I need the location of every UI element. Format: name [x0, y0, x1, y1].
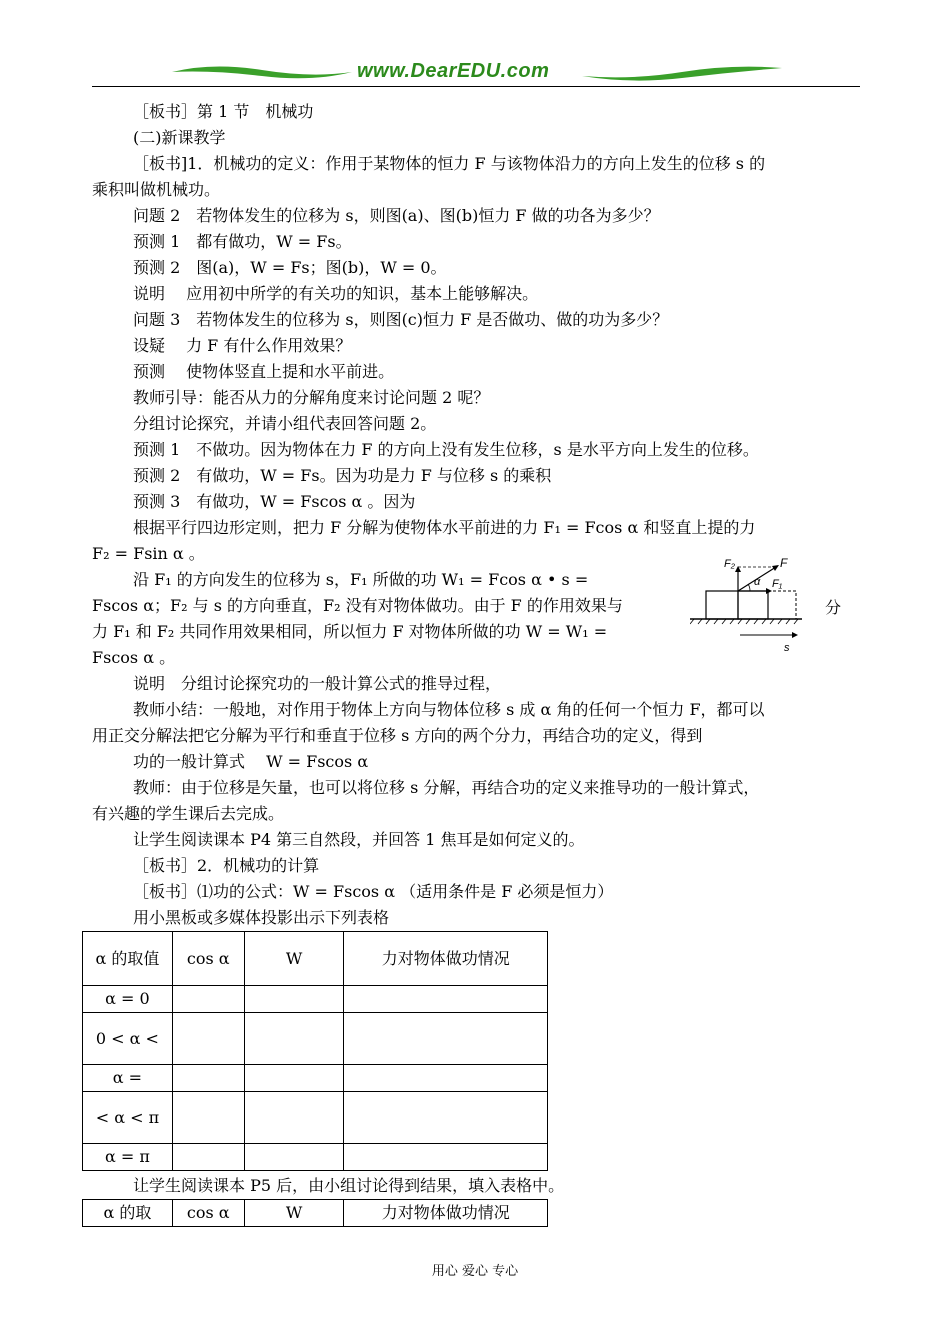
- header-cell-cos: cos α: [172, 1200, 244, 1227]
- header-cell-situation: 力对物体做功情况: [344, 1200, 548, 1227]
- site-logo: www.DearEDU.com: [357, 60, 550, 82]
- force-decomposition-diagram: [690, 555, 808, 655]
- teacher-vector-2: 有兴趣的学生课后去完成。: [92, 804, 285, 823]
- decomposition-line-1: 根据平行四边形定则，把力 F 分解为使物体水平前进的力 F₁ = Fcos α 和竖直上提的力: [133, 518, 756, 537]
- table-cell-angle: 0 < α <: [83, 1013, 173, 1065]
- teacher-summary-1: 教师小结：一般地，对作用于物体上方向与物体位移 s 成 α 角的任何一个恒力 F，都可以: [133, 700, 765, 719]
- table-header-row: [83, 1200, 548, 1227]
- table-cell-angle: α = π: [83, 1144, 173, 1171]
- question-3: 问题 3 若物体发生的位移为 s，则图(c)恒力 F 是否做功、做的功为多少？: [133, 310, 669, 329]
- work-f1-line-2-tail: 分: [825, 598, 842, 617]
- teacher-vector-1: 教师：由于位移是矢量，也可以将位移 s 分解，再结合功的定义来推导功的一般计算式，: [133, 778, 760, 797]
- page-footer: 用心 爱心 专心: [431, 1264, 519, 1279]
- table-cell: [244, 986, 344, 1013]
- table-row: [83, 1065, 548, 1092]
- prediction-effect: 预测 使物体竖直上提和水平前进。: [133, 362, 395, 381]
- table-cell: [344, 1092, 548, 1144]
- alpha-label: α: [754, 576, 761, 588]
- f-label: F: [780, 556, 788, 570]
- table-cell-angle: α = 0: [83, 986, 173, 1013]
- note-1: 说明 应用初中所学的有关功的知识，基本上能够解决。: [133, 284, 539, 303]
- page-header: [92, 58, 860, 90]
- table-cell: [244, 1092, 344, 1144]
- table-cell: [344, 986, 548, 1013]
- work-angle-table: [82, 931, 548, 1171]
- header-cell-situation: 力对物体做功情况: [344, 932, 548, 986]
- group-prediction-2: 预测 2 有做功，W = Fs。因为功是力 F 与位移 s 的乘积: [133, 466, 552, 485]
- table-cell: [244, 1065, 344, 1092]
- header-divider: [92, 86, 860, 87]
- table-row: [83, 1092, 548, 1144]
- prediction-1: 预测 1 都有做功，W = Fs。: [133, 232, 352, 251]
- table-cell: [344, 1144, 548, 1171]
- s-label: s: [784, 642, 790, 654]
- reading-task-p5: 让学生阅读课本 P5 后，由小组讨论得到结果，填入表格中。: [133, 1176, 565, 1195]
- header-cell-angle: α 的取: [83, 1200, 173, 1227]
- table-cell: [172, 1092, 244, 1144]
- group-discussion: 分组讨论探究，并请小组代表回答问题 2。: [133, 414, 437, 433]
- header-cell-work: W: [244, 1200, 344, 1227]
- table-row: [83, 1144, 548, 1171]
- table-row: [83, 1013, 548, 1065]
- work-f1-line-1: 沿 F₁ 的方向发生的位移为 s，F₁ 所做的功 W₁ = Fcos α • s =: [133, 570, 589, 589]
- group-prediction-3: 预测 3 有做功，W = Fscos α 。因为: [133, 492, 416, 511]
- group-prediction-1: 预测 1 不做功。因为物体在力 F 的方向上没有发生位移，s 是水平方向上发生的位移。: [133, 440, 759, 459]
- table-intro: 用小黑板或多媒体投影出示下列表格: [133, 908, 390, 927]
- header-cell-cos: cos α: [172, 932, 244, 986]
- table-cell: [172, 1065, 244, 1092]
- work-angle-table-2: [82, 1199, 548, 1227]
- table-header-row: [83, 932, 548, 986]
- table-cell: [344, 1065, 548, 1092]
- table-cell: [172, 1013, 244, 1065]
- f1-label: F₁: [772, 578, 783, 590]
- doubt-prompt: 设疑 力 F 有什么作用效果？: [133, 336, 352, 355]
- f2-label: F₂: [724, 558, 735, 570]
- left-swoosh-decoration: [172, 58, 352, 86]
- table-cell-angle: α =: [83, 1065, 173, 1092]
- definition-line-1: ［板书]1．机械功的定义：作用于某物体的恒力 F 与该物体沿力的方向上发生的位移 s 的: [133, 154, 766, 173]
- teacher-guide: 教师引导：能否从力的分解角度来讨论问题 2 呢？: [133, 388, 490, 407]
- header-cell-work: W: [244, 932, 344, 986]
- definition-line-2: 乘积叫做机械功。: [92, 180, 221, 199]
- table-cell: [172, 1144, 244, 1171]
- heading-new-lesson: (二)新课教学: [133, 128, 226, 147]
- question-2: 问题 2 若物体发生的位移为 s，则图(a)、图(b)恒力 F 做的功各为多少？: [133, 206, 660, 225]
- teacher-summary-2: 用正交分解法把它分解为平行和垂直于位移 s 方向的两个分力，再结合功的定义，得到: [92, 726, 703, 745]
- decomposition-line-2: F₂ = Fsin α 。: [92, 544, 205, 563]
- heading-section-1: ［板书］第 1 节 机械功: [133, 102, 314, 121]
- work-f1-line-4: Fscos α 。: [92, 648, 176, 667]
- table-cell: [172, 986, 244, 1013]
- table-cell: [244, 1013, 344, 1065]
- general-formula: 功的一般计算式 W = Fscos α: [133, 752, 369, 771]
- reading-task-p4: 让学生阅读课本 P4 第三自然段，并回答 1 焦耳是如何定义的。: [133, 830, 585, 849]
- heading-work-calc: ［板书］2．机械功的计算: [133, 856, 320, 875]
- table-cell-angle: < α < π: [83, 1092, 173, 1144]
- prediction-2: 预测 2 图(a)，W = Fs；图(b)，W = 0。: [133, 258, 447, 277]
- work-f1-line-2: Fscos α；F₂ 与 s 的方向垂直，F₂ 没有对物体做功。由于 F 的作用效果与: [92, 596, 623, 615]
- table-cell: [344, 1013, 548, 1065]
- work-formula: ［板书］⑴功的公式：W = Fscos α （适用条件是 F 必须是恒力）: [133, 882, 614, 901]
- header-cell-angle: α 的取值: [83, 932, 173, 986]
- note-derivation: 说明 分组讨论探究功的一般计算公式的推导过程，: [133, 674, 502, 693]
- table-row: [83, 986, 548, 1013]
- right-swoosh-decoration: [582, 58, 782, 86]
- work-f1-line-3: 力 F₁ 和 F₂ 共同作用效果相同，所以恒力 F 对物体所做的功 W = W₁ =: [92, 622, 608, 641]
- table-cell: [244, 1144, 344, 1171]
